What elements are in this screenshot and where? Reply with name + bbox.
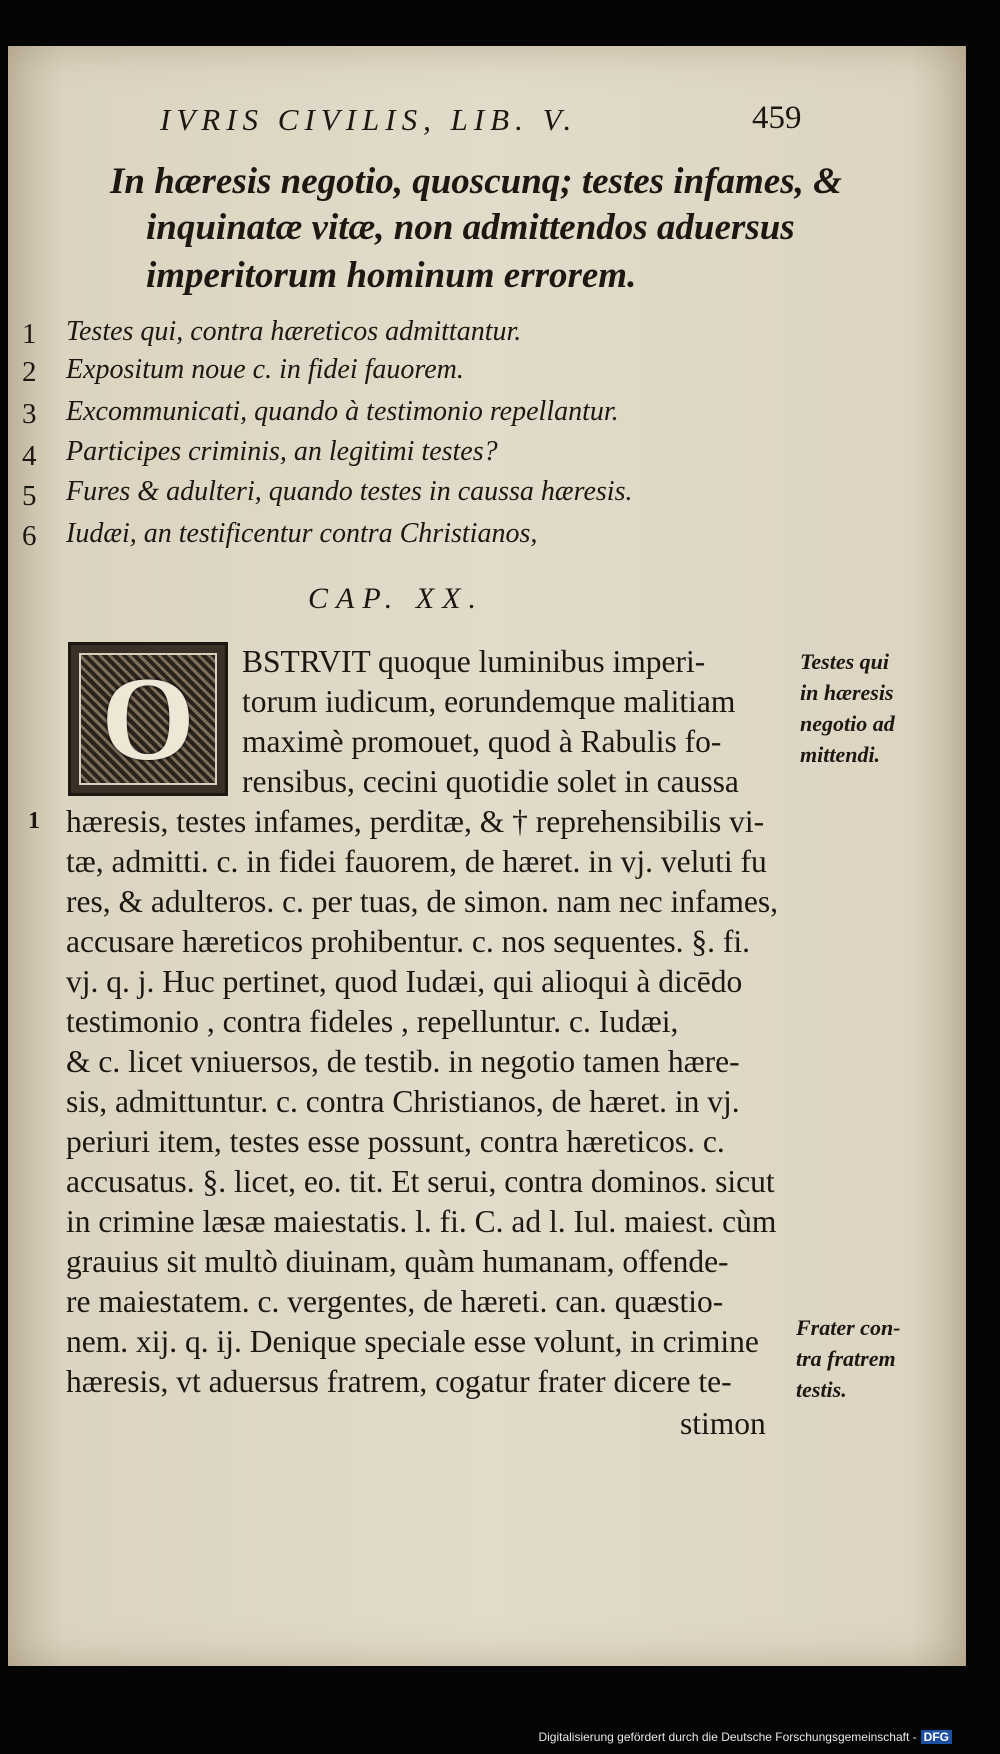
- summary-number: 6: [22, 520, 37, 552]
- initial-letter: O: [101, 652, 195, 785]
- body-line: res, & adulteros. c. per tuas, de simon. nam nec infames,: [66, 884, 779, 919]
- chapter-title-line-1: In hæresis negotio, quoscunq; testes infames, &: [110, 161, 842, 202]
- body-line: hæresis, vt aduersus fratrem, cogatur frater dicere te-: [66, 1364, 732, 1399]
- footer-text: Digitalisierung gefördert durch die Deutsche Forschungsgemeinschaft -: [538, 1730, 917, 1744]
- summary-item: Participes criminis, an legitimi testes?: [66, 436, 498, 467]
- body-margin-number: 1: [28, 808, 40, 834]
- summary-number: 1: [22, 318, 37, 350]
- dfg-logo: DFG: [921, 1730, 952, 1744]
- margin-note: Testes qui in hæresis negotio ad mittendi.: [800, 649, 895, 767]
- chapter-title-line-3: imperitorum hominum errorem.: [146, 255, 637, 296]
- summary-number: 3: [22, 398, 37, 430]
- summary-item: Testes qui, contra hæreticos admittantur.: [66, 316, 522, 347]
- catchword: stimon: [680, 1406, 766, 1441]
- chapter-heading: CAP. XX.: [308, 582, 484, 615]
- decorated-initial: [68, 642, 228, 796]
- body-line: maximè promouet, quod à Rabulis fo-: [242, 724, 722, 759]
- body-line: BSTRVIT quoque luminibus imperi-: [242, 644, 706, 679]
- summary-item: Iudæi, an testificentur contra Christianos,: [66, 518, 538, 549]
- body-line: grauius sit multò diuinam, quàm humanam, offende-: [66, 1244, 729, 1279]
- body-line: re maiestatem. c. vergentes, de hæreti. can. quæstio-: [66, 1284, 724, 1319]
- body-line: sis, admittuntur. c. contra Christianos, de hæret. in vj.: [66, 1084, 740, 1119]
- body-line: nem. xij. q. ij. Denique speciale esse volunt, in crimine: [66, 1324, 759, 1359]
- footer-credit: [0, 1730, 1000, 1744]
- body-line: rensibus, cecini quotidie solet in caussa: [242, 764, 739, 799]
- summary-item: Fures & adulteri, quando testes in caussa hæresis.: [66, 476, 633, 507]
- body-line: in crimine læsæ maiestatis. l. fi. C. ad l. Iul. maiest. cùm: [66, 1204, 777, 1239]
- body-line: vj. q. j. Huc pertinet, quod Iudæi, qui alioqui à dicēdo: [66, 964, 743, 999]
- body-line: periuri item, testes esse possunt, contra hæreticos. c.: [66, 1124, 725, 1159]
- page-number: 459: [752, 100, 802, 136]
- summary-number: 2: [22, 356, 37, 388]
- summary-item: Expositum noue c. in fidei fauorem.: [66, 354, 464, 385]
- summary-number: 4: [22, 440, 37, 472]
- running-title: IVRIS CIVILIS, LIB. V.: [160, 102, 578, 137]
- summary-item: Excommunicati, quando à testimonio repellantur.: [66, 396, 619, 427]
- body-line: torum iudicum, eorundemque malitiam: [242, 684, 736, 719]
- body-line: & c. licet vniuersos, de testib. in negotio tamen hære-: [66, 1044, 740, 1079]
- body-line: accusare hæreticos prohibentur. c. nos sequentes. §. fi.: [66, 924, 751, 959]
- body-line: accusatus. §. licet, eo. tit. Et serui, contra dominos. sicut: [66, 1164, 775, 1199]
- chapter-title-line-2: inquinatæ vitæ, non admittendos aduersus: [146, 207, 795, 248]
- body-line: hæresis, testes infames, perditæ, & † reprehensibilis vi-: [66, 804, 765, 839]
- body-line: testimonio , contra fideles , repelluntur. c. Iudæi,: [66, 1004, 679, 1039]
- body-line: tæ, admitti. c. in fidei fauorem, de hæret. in vj. veluti fu: [66, 844, 767, 879]
- summary-number: 5: [22, 480, 37, 512]
- margin-note: Frater con- tra fratrem testis.: [796, 1315, 901, 1402]
